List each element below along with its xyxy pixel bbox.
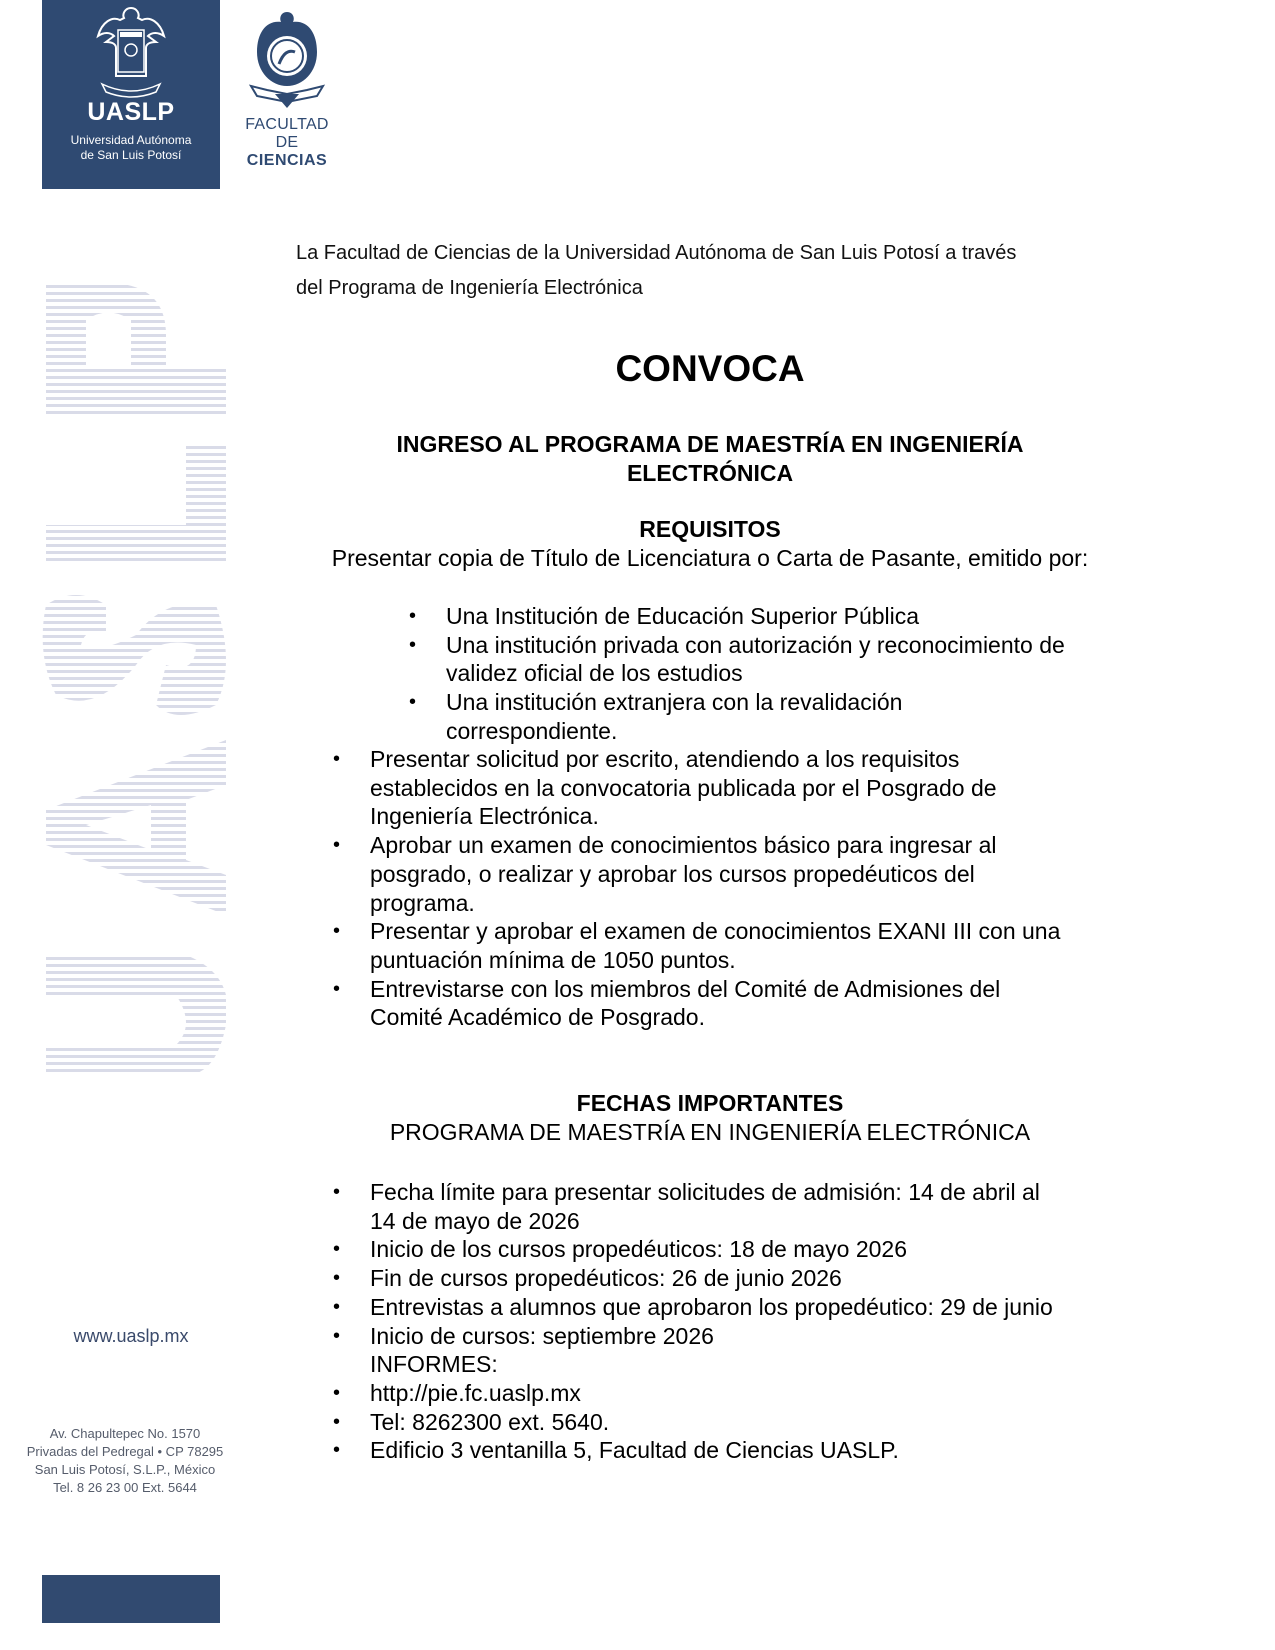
address-line: San Luis Potosí, S.L.P., México — [34, 1462, 216, 1477]
list-item — [370, 917, 1130, 974]
university-website: www.uaslp.mx — [73, 1326, 189, 1346]
list-item-line: puntuación mínima de 1050 puntos. — [370, 946, 736, 973]
list-item-line: 14 de mayo de 2026 — [370, 1207, 580, 1234]
uaslp-eagle-seal-icon — [92, 6, 170, 98]
university-name-line: Universidad Autónoma — [70, 133, 192, 147]
requisitos-heading: REQUISITOS — [639, 516, 781, 542]
list-item-line: establecidos en la convocatoria publicada por el Posgrado de — [370, 774, 997, 801]
faculty-name-line2: CIENCIAS — [246, 152, 328, 169]
university-abbreviation: UASLP — [87, 98, 175, 126]
list-item-line: • http://pie.fc.uaslp.mx — [370, 1379, 581, 1406]
list-item-line: • Entrevistas a alumnos que aprobaron los propedéutico: 29 de junio — [370, 1293, 1053, 1320]
list-item-line: • Edificio 3 ventanilla 5, Facultad de Ciencias UASLP. — [370, 1437, 899, 1464]
university-name — [42, 133, 220, 163]
list-item-line: • Fecha límite para presentar solicitudes de admisión: 14 de abril al — [370, 1179, 1040, 1205]
list-item-line: • Presentar y aprobar el examen de conocimientos EXANI III con una — [370, 918, 1061, 945]
list-item — [446, 602, 1126, 631]
list-item-line: • Una Institución de Educación Superior Pública — [446, 603, 920, 629]
faculty-eagle-seal-icon — [247, 8, 327, 108]
faculty-logo — [232, 8, 342, 170]
list-item-line: INFORMES: — [370, 1351, 498, 1378]
university-name-line: de San Luis Potosí — [80, 148, 182, 162]
list-item-line: • Tel: 8262300 ext. 5640. — [370, 1408, 610, 1435]
list-item — [370, 975, 1130, 1032]
list-item-line: correspondiente. — [446, 717, 618, 744]
informes-label — [370, 1350, 1130, 1379]
list-item-line: • Presentar solicitud por escrito, atendiendo a los requisitos — [370, 746, 960, 772]
list-item — [370, 1322, 1130, 1351]
intro-paragraph — [296, 236, 1116, 306]
list-item — [446, 631, 1126, 688]
list-item — [370, 1235, 1130, 1264]
list-item — [446, 688, 1126, 745]
list-item-line: • Entrevistarse con los miembros del Comité de Admisiones del — [370, 975, 1001, 1002]
faculty-name-line1: FACULTAD DE — [245, 116, 329, 151]
university-address — [10, 1425, 240, 1497]
list-item — [370, 1408, 1130, 1437]
list-item — [370, 1178, 1130, 1235]
list-item — [370, 745, 1130, 831]
program-title — [290, 430, 1130, 488]
list-item-line: • Inicio de los cursos propedéuticos: 18 de mayo 2026 — [370, 1236, 907, 1263]
address-line: Tel. 8 26 23 00 Ext. 5644 — [53, 1480, 197, 1495]
uaslp-watermark-icon — [36, 285, 226, 1105]
address-line: Privadas del Pedregal • CP 78295 — [26, 1444, 224, 1459]
list-item-line: posgrado, o realizar y aprobar los cursos propedéuticos del — [370, 860, 975, 887]
address-line: Av. Chapultepec No. 1570 — [49, 1426, 201, 1441]
intro-line: del Programa de Ingeniería Electrónica — [296, 277, 643, 299]
list-item-line: programa. — [370, 889, 475, 916]
program-title-line: ELECTRÓNICA — [626, 460, 794, 486]
fechas-subheading: PROGRAMA DE MAESTRÍA EN INGENIERÍA ELECTRÓNICA — [389, 1119, 1031, 1145]
list-item-line: Ingeniería Electrónica. — [370, 803, 599, 830]
list-item-line: validez oficial de los estudios — [446, 660, 743, 687]
list-item-line: • Una institución extranjera con la revalidación — [446, 689, 903, 716]
list-item-line: • Aprobar un examen de conocimientos básico para ingresar al — [370, 832, 997, 859]
intro-line: La Facultad de Ciencias de la Universidad Autónoma de San Luis Potosí a través — [296, 242, 1017, 264]
list-item — [370, 1436, 1130, 1465]
list-item-line: • Una institución privada con autorización y reconocimiento de — [446, 631, 1065, 658]
list-item — [370, 1264, 1130, 1293]
program-title-line: INGRESO AL PROGRAMA DE MAESTRÍA EN INGENIERÍA — [396, 431, 1024, 457]
list-item-line: Comité Académico de Posgrado. — [370, 1004, 705, 1031]
requisitos-intro: Presentar copia de Título de Licenciatura o Carta de Pasante, emitido por: — [331, 545, 1089, 571]
institution-list — [446, 602, 1126, 746]
list-item — [370, 1379, 1130, 1408]
list-item-line: • Inicio de cursos: septiembre 2026 — [370, 1322, 714, 1349]
list-item — [370, 1293, 1130, 1322]
convoca-heading: CONVOCA — [615, 348, 805, 389]
dates-list — [370, 1178, 1130, 1465]
list-item — [370, 831, 1130, 917]
uaslp-logo — [42, 0, 220, 189]
fechas-heading: FECHAS IMPORTANTES — [576, 1090, 844, 1116]
list-item-line: • Fin de cursos propedéuticos: 26 de junio 2026 — [370, 1265, 842, 1292]
footer-color-bar — [42, 1575, 220, 1623]
requirements-list — [370, 745, 1130, 1032]
